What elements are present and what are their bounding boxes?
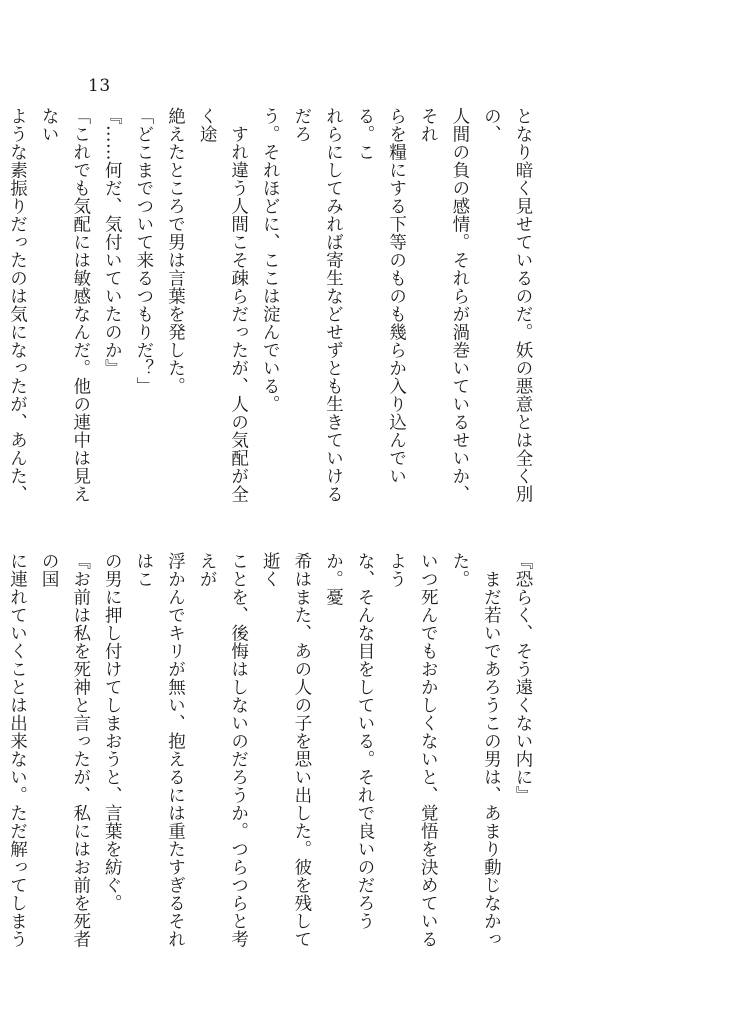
text-line: 人間の負の感情。それらが渦巻いているせいか、それ xyxy=(418,107,470,503)
text-line: となり暗く見せているのだ。妖の悪意とは全く別の、 xyxy=(481,107,533,503)
text-line: ような素振りだったのは気になったが、あんた、 xyxy=(7,107,28,503)
text-line: らを糧にする下等のものも幾らか入り込んでいる。こ xyxy=(355,107,407,485)
text-line: う。それほどに、ここは淀んでいる。 xyxy=(260,107,281,413)
text-line: いつ死んでもおかしくないと、覚悟を決めているよう xyxy=(386,552,439,948)
text-line: 絶えたところで男は言葉を発した。 xyxy=(165,107,186,395)
text-line: 『……何だ、気付いていたのか』 xyxy=(102,107,123,377)
text-line: な、そんな目をしている。それで良いのだろうか。憂 xyxy=(323,552,376,930)
text-block-top xyxy=(7,107,538,507)
text-line: の男に押し付けてしまおうと、言葉を紡ぐ。 xyxy=(102,552,123,912)
text-line: 「どこまでついて来るつもりだ？」 xyxy=(133,107,154,395)
text-line: に連れていくことは出来ない。ただ解ってしまう xyxy=(7,552,28,948)
text-line: 希はまた、あの人の子を思い出した。彼を残して逝く xyxy=(260,552,312,948)
text-line: すれ違う人間こそ疎らだったが、人の気配が全く途 xyxy=(197,107,249,503)
text-line: 『お前は私を死神と言ったが、私にはお前を死者の国 xyxy=(39,552,91,948)
page-number: 13 xyxy=(88,76,111,96)
text-line: 浮かんでキリが無い、抱えるには重たすぎるそれはこ xyxy=(133,552,186,948)
text-line: 「これでも気配には敏感なんだ。他の連中は見えない xyxy=(39,107,91,503)
text-line: まだ若いであろうこの男は、あまり動じなかった。 xyxy=(449,552,502,948)
text-line: ことを、後悔はしないのだろうか。つらつらと考えが xyxy=(197,552,249,948)
text-block-bottom xyxy=(7,552,538,952)
text-line: れらにしてみれば寄生などせずとも生きていけるだろ xyxy=(291,107,344,503)
text-line: 『恐らく、そう遠くない内に』 xyxy=(513,552,533,804)
